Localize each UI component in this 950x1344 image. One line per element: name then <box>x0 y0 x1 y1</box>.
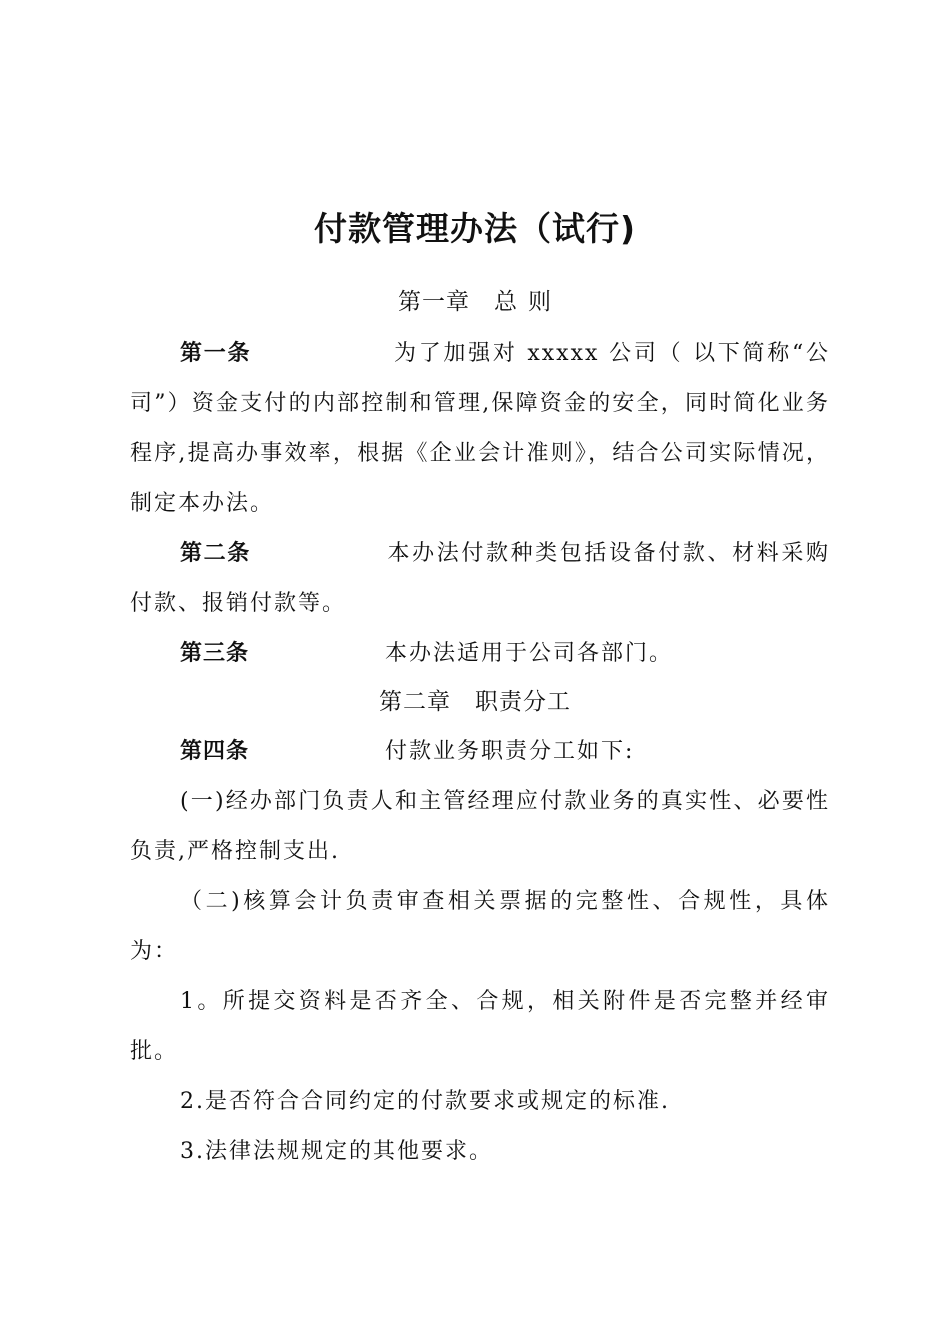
article-four-text: 付款业务职责分工如下: <box>385 739 635 764</box>
chapter-one-name: 总 <box>494 289 518 315</box>
article-three-label: 第三条 <box>180 641 250 666</box>
document-title: 付款管理办法（试行) <box>313 209 637 248</box>
article-four-item-two: （二)核算会计负责审查相关票据的完整性、合规性，具体为： <box>130 889 830 964</box>
article-three <box>130 629 830 679</box>
article-four-sub-one: 1。所提交资料是否齐全、合规，相关附件是否完整并经审批。 <box>130 989 830 1064</box>
article-four-sub-three: 3.法律法规规定的其他要求。 <box>180 1139 493 1164</box>
article-four <box>130 727 830 777</box>
article-two <box>130 529 830 629</box>
chapter-one-heading <box>0 285 950 319</box>
article-one-text: 为了加强对 xxxxx 公司（ 以下简称“公司”）资金支付的内部控制和管理,保障资金的安全，同时简化业务程序,提高办事效率，根据《企业会计准则》，结合公司实际情况，制定本办法。 <box>130 341 830 516</box>
article-four-item-one: (一)经办部门负责人和主管经理应付款业务的真实性、必要性负责,严格控制支出. <box>130 789 830 864</box>
article-four-sub-two: 2.是否符合合同约定的付款要求或规定的标准. <box>180 1089 670 1114</box>
chapter-one-name-2: 则 <box>528 289 552 315</box>
article-four-label: 第四条 <box>180 739 250 764</box>
article-two-label: 第二条 <box>180 541 251 566</box>
article-one-label: 第一条 <box>180 341 252 366</box>
article-one <box>130 329 830 529</box>
chapter-one-prefix: 第一章 <box>398 289 470 315</box>
chapter-two-heading <box>0 685 950 719</box>
article-two-text: 本办法付款种类包括设备付款、材料采购付款、报销付款等。 <box>130 541 830 616</box>
chapter-two-name: 职责分工 <box>475 689 571 715</box>
chapter-two-prefix: 第二章 <box>379 689 451 715</box>
article-three-text: 本办法适用于公司各部门。 <box>385 641 674 666</box>
